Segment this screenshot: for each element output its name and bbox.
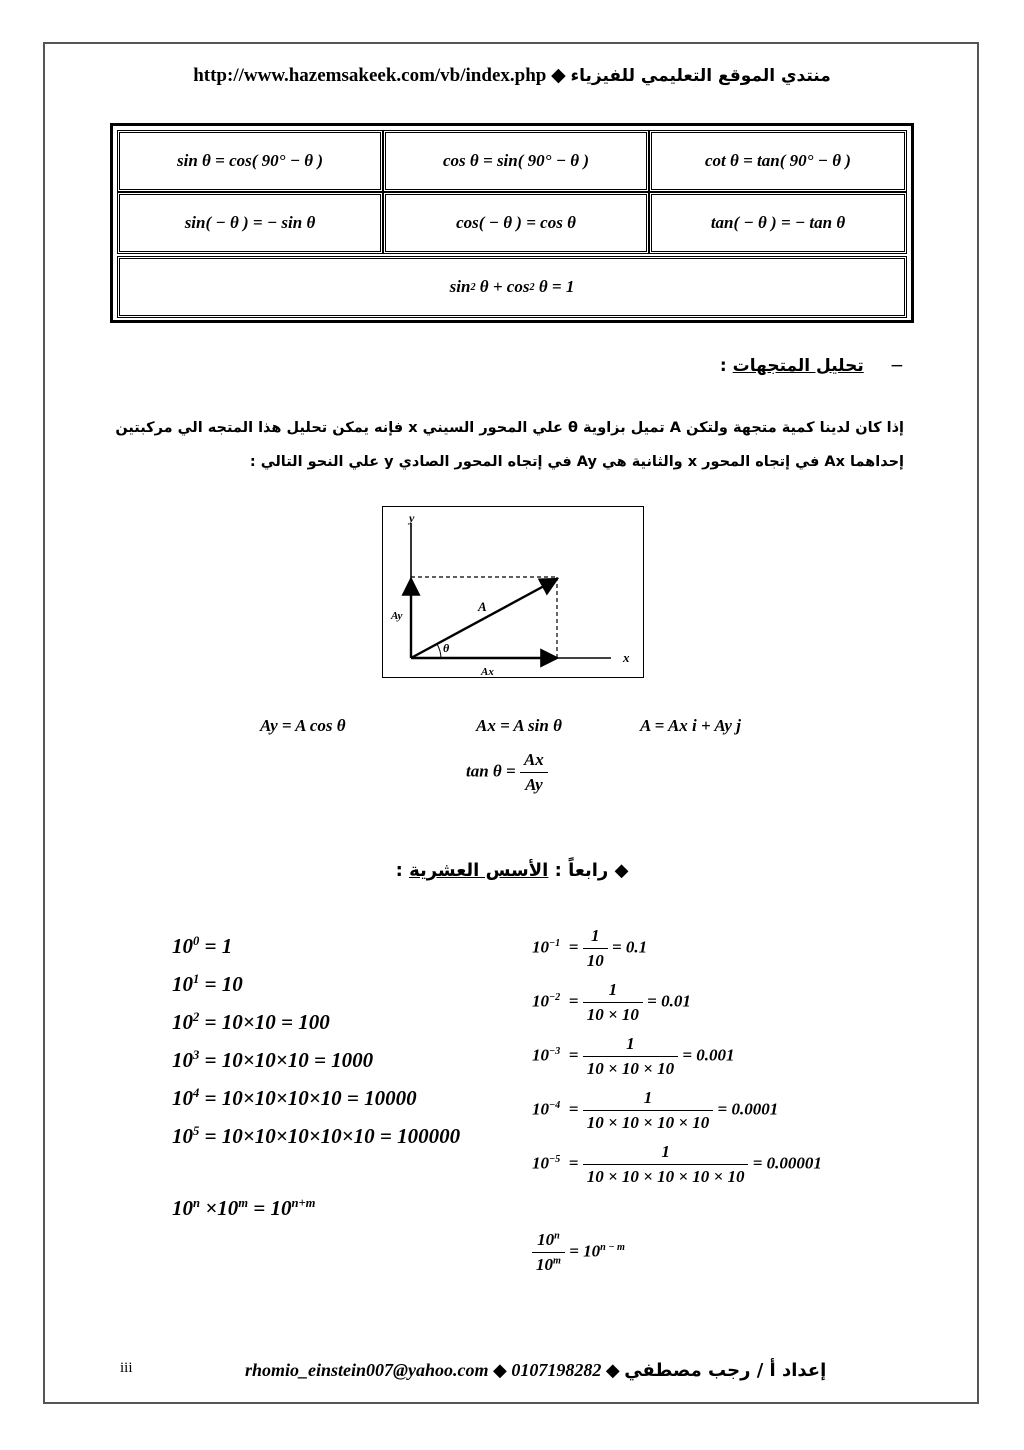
identity-sin-cofunction: sin θ = cos( 90° − θ ) (117, 130, 383, 192)
trig-identities-table (110, 123, 914, 323)
positive-power-row: $10^1 = 10$ (172, 972, 243, 996)
diagram-theta-label: θ (443, 641, 450, 655)
header-forum-name: منتدي الموقع التعليمي للفيزياء (570, 66, 831, 86)
eq-ay: Ay = A cos θ (260, 716, 346, 735)
page-header (0, 64, 1024, 87)
angle-arc (437, 644, 441, 658)
identity-cot-cofunction: cot θ = tan( 90° − θ ) (649, 130, 907, 192)
positive-power-row: $10^0 = 1$ (172, 934, 233, 958)
negative-power-row: $10^{-5}$ = $\frac{1}{10 \times 10 \times 10 \times 10 \times 10}$ = 0.00001 (532, 1142, 822, 1186)
eq-tan-theta: tan θ = $\frac{Ax}{Ay}$ (466, 750, 548, 795)
footer-contact: rhomio_einstein007@yahoo.com ◆ 0107198282 ◆ إعداد أ / رجب مصطفي (245, 1360, 827, 1381)
identity-cos-cofunction: cos θ = sin( 90° − θ ) (383, 130, 649, 192)
quotient-rule: $\frac{10^n}{10^m}$ = $10^{n - m}$ (532, 1230, 625, 1275)
page-number: iii (120, 1360, 133, 1376)
negative-power-row: $10^{-2}$ = $\frac{1}{10 \times 10}$ = 0.01 (532, 980, 691, 1024)
exponents-heading: ◆ رابعاً : الأسس العشرية : (395, 860, 629, 881)
negative-power-row: $10^{-1}$ = $\frac{1}{10}$ = 0.1 (532, 926, 648, 970)
positive-power-row: $10^2 = 10\times 10 = 100$ (172, 1010, 330, 1034)
identity-sin-odd: sin( − θ ) = − sin θ (117, 192, 383, 254)
product-rule: $10^n \times 10^m = 10^{n+m}$ (172, 1196, 316, 1220)
negative-power-row: $10^{-3}$ = $\frac{1}{10 \times 10 \times 10}$ = 0.001 (532, 1034, 735, 1078)
eq-ax: Ax = A sin θ (476, 716, 562, 735)
footer-email[interactable]: rhomio_einstein007@yahoo.com (245, 1360, 489, 1380)
diagram-ax-label: Ax (481, 666, 494, 676)
vectors-paragraph-line2: إحداهما Ax في إتجاه المحور x والثانية هي Ay في إتجاه المحور الصادي y علي النحو التالي : (249, 454, 904, 470)
negative-power-row: $10^{-4}$ = $\frac{1}{10 \times 10 \times 10 \times 10}$ = 0.0001 (532, 1088, 779, 1132)
identity-tan-odd: tan( − θ ) = − tan θ (649, 192, 907, 254)
diagram-ay-label: Ay (391, 610, 403, 622)
vector-components-diagram (382, 506, 644, 678)
vector-diagram-svg (383, 507, 642, 676)
header-url[interactable]: http://www.hazemsakeek.com/vb/index.php (193, 65, 547, 86)
diagram-x-label: x (623, 650, 630, 665)
positive-power-row: $10^4 = 10\times 10\times 10\times 10 = 10000$ (172, 1086, 417, 1110)
a-vector (411, 579, 557, 658)
eq-a: A = Ax i + Ay j (640, 716, 741, 735)
vectors-title: تحليل المتجهات (732, 356, 864, 376)
identity-pythagorean: sin 2 θ + cos 2 θ = 1 (117, 256, 907, 318)
header-separator: ◆ (551, 65, 566, 86)
identity-cos-even: cos( − θ ) = cos θ (383, 192, 649, 254)
diagram-a-label: A (478, 599, 487, 614)
diagram-y-label: y (409, 511, 415, 525)
footer-author: إعداد أ / رجب مصطفي (624, 1360, 827, 1381)
vectors-heading: −تحليل المتجهات : (719, 356, 904, 376)
vectors-paragraph-line1: إذا كان لدينا كمية متجهة ولتكن A تميل بزاوية θ علي المحور السيني x فإنه يمكن تحليل هذا المتجه الي مركبتين (115, 420, 904, 436)
positive-power-row: $10^5 = 10\times 10\times 10\times 10\times 10 = 100000$ (172, 1124, 461, 1148)
footer-phone: 0107198282 (511, 1360, 602, 1380)
positive-power-row: $10^3 = 10\times 10\times 10 = 1000$ (172, 1048, 374, 1072)
